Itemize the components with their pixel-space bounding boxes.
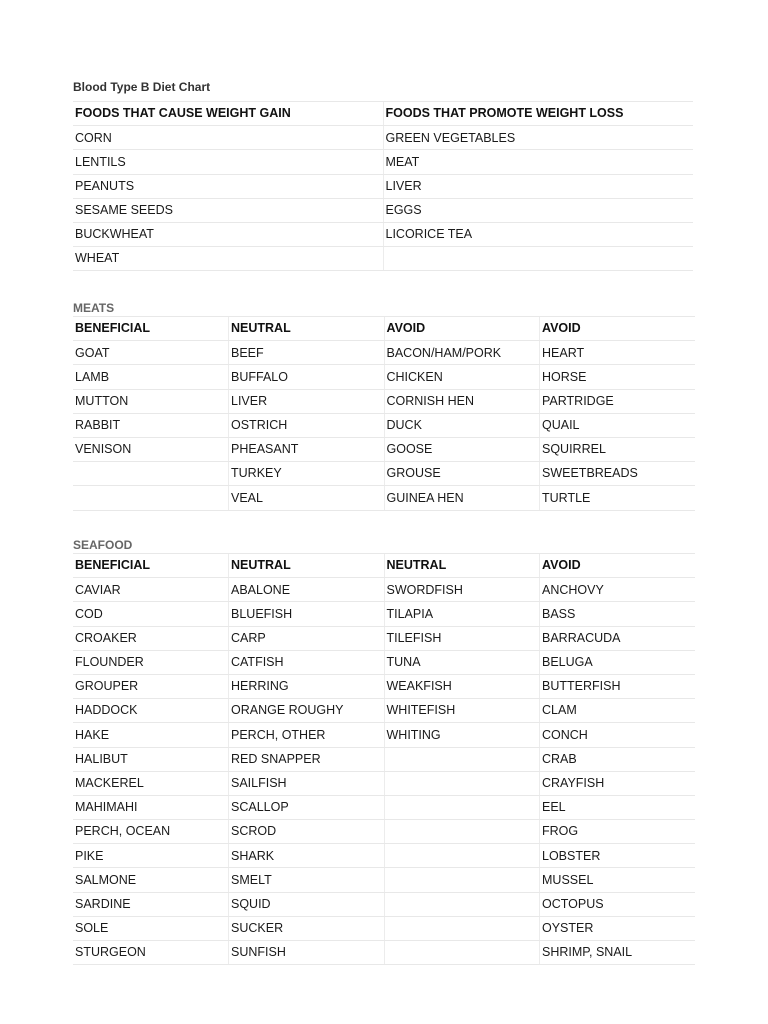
table-cell xyxy=(384,771,540,795)
table-cell: BUFFALO xyxy=(229,365,385,389)
seafood-section-title: SEAFOOD xyxy=(73,538,133,552)
table-cell: LICORICE TEA xyxy=(383,222,693,246)
table-row xyxy=(73,626,695,650)
table-cell: EGGS xyxy=(383,198,693,222)
table-row xyxy=(73,723,695,747)
column-header: NEUTRAL xyxy=(229,317,385,341)
table-cell: BASS xyxy=(540,602,696,626)
weight-foods-table xyxy=(73,101,693,271)
table-cell: BUTTERFISH xyxy=(540,674,696,698)
table-cell: MUSSEL xyxy=(540,868,696,892)
table-cell: GOAT xyxy=(73,341,229,365)
table-row xyxy=(73,126,693,150)
table-row xyxy=(73,413,695,437)
table-cell: WEAKFISH xyxy=(384,674,540,698)
table-cell: SUNFISH xyxy=(229,941,385,965)
column-header: AVOID xyxy=(384,317,540,341)
table-cell: CONCH xyxy=(540,723,696,747)
table-cell: MEAT xyxy=(383,150,693,174)
table-row xyxy=(73,868,695,892)
table-cell: MUTTON xyxy=(73,389,229,413)
table-row xyxy=(73,650,695,674)
table-cell: LENTILS xyxy=(73,150,383,174)
table-cell xyxy=(73,486,229,510)
table-cell: WHITEFISH xyxy=(384,699,540,723)
table-cell: SESAME SEEDS xyxy=(73,198,383,222)
table-cell: PHEASANT xyxy=(229,437,385,461)
table-row xyxy=(73,602,695,626)
table-cell: FROG xyxy=(540,820,696,844)
table-cell: TURTLE xyxy=(540,486,696,510)
table-cell: EEL xyxy=(540,795,696,819)
table-cell: PARTRIDGE xyxy=(540,389,696,413)
table-header-row xyxy=(73,554,695,578)
table-cell: BARRACUDA xyxy=(540,626,696,650)
table-cell: SARDINE xyxy=(73,892,229,916)
table-cell: LAMB xyxy=(73,365,229,389)
table-cell: CORN xyxy=(73,126,383,150)
table-cell: CRAYFISH xyxy=(540,771,696,795)
table-header-row xyxy=(73,102,693,126)
table-cell: CROAKER xyxy=(73,626,229,650)
column-header: NEUTRAL xyxy=(229,554,385,578)
table-header-row xyxy=(73,317,695,341)
table-cell: CLAM xyxy=(540,699,696,723)
table-cell: SQUIRREL xyxy=(540,437,696,461)
table-row xyxy=(73,150,693,174)
table-row xyxy=(73,365,695,389)
table-cell: SMELT xyxy=(229,868,385,892)
table-row xyxy=(73,341,695,365)
meats-section-title: MEATS xyxy=(73,301,115,315)
table-cell: SUCKER xyxy=(229,916,385,940)
table-cell: HORSE xyxy=(540,365,696,389)
table-cell xyxy=(384,892,540,916)
table-cell: OSTRICH xyxy=(229,413,385,437)
column-header: BENEFICIAL xyxy=(73,317,229,341)
table-cell: BACON/HAM/PORK xyxy=(384,341,540,365)
table-row xyxy=(73,771,695,795)
column-header: AVOID xyxy=(540,554,696,578)
table-cell: GOOSE xyxy=(384,437,540,461)
table-cell xyxy=(384,844,540,868)
table-cell: TILAPIA xyxy=(384,602,540,626)
table-cell: OYSTER xyxy=(540,916,696,940)
table-cell: SQUID xyxy=(229,892,385,916)
table-cell: LIVER xyxy=(229,389,385,413)
table-cell: GROUPER xyxy=(73,674,229,698)
table-cell: SCALLOP xyxy=(229,795,385,819)
table-row xyxy=(73,916,695,940)
table-cell xyxy=(384,795,540,819)
table-row xyxy=(73,486,695,510)
column-header: BENEFICIAL xyxy=(73,554,229,578)
table-row xyxy=(73,198,693,222)
table-cell: ABALONE xyxy=(229,578,385,602)
table-cell: PEANUTS xyxy=(73,174,383,198)
table-row xyxy=(73,578,695,602)
table-cell xyxy=(384,916,540,940)
table-cell: LOBSTER xyxy=(540,844,696,868)
table-cell: TUNA xyxy=(384,650,540,674)
table-row xyxy=(73,820,695,844)
table-row xyxy=(73,795,695,819)
table-cell: PERCH, OTHER xyxy=(229,723,385,747)
table-row xyxy=(73,462,695,486)
meats-table xyxy=(73,316,695,511)
table-cell: CAVIAR xyxy=(73,578,229,602)
table-cell: HERRING xyxy=(229,674,385,698)
table-cell: DUCK xyxy=(384,413,540,437)
table-row xyxy=(73,747,695,771)
table-row xyxy=(73,437,695,461)
table-cell: SCROD xyxy=(229,820,385,844)
table-cell: BLUEFISH xyxy=(229,602,385,626)
table-cell: QUAIL xyxy=(540,413,696,437)
table-cell: CATFISH xyxy=(229,650,385,674)
table-cell: LIVER xyxy=(383,174,693,198)
table-cell: OCTOPUS xyxy=(540,892,696,916)
table-cell xyxy=(384,820,540,844)
table-cell: SOLE xyxy=(73,916,229,940)
table-cell: RED SNAPPER xyxy=(229,747,385,771)
column-header: FOODS THAT PROMOTE WEIGHT LOSS xyxy=(383,102,693,126)
table-cell: SALMONE xyxy=(73,868,229,892)
table-cell: PIKE xyxy=(73,844,229,868)
column-header: NEUTRAL xyxy=(384,554,540,578)
table-cell: HALIBUT xyxy=(73,747,229,771)
table-cell: FLOUNDER xyxy=(73,650,229,674)
table-cell: BEEF xyxy=(229,341,385,365)
table-cell: GUINEA HEN xyxy=(384,486,540,510)
table-cell: SHRIMP, SNAIL xyxy=(540,941,696,965)
table-cell: HAKE xyxy=(73,723,229,747)
table-cell: RABBIT xyxy=(73,413,229,437)
table-cell: GROUSE xyxy=(384,462,540,486)
table-cell: MACKEREL xyxy=(73,771,229,795)
table-cell: VEAL xyxy=(229,486,385,510)
document-title: Blood Type B Diet Chart xyxy=(73,80,211,94)
table-cell: PERCH, OCEAN xyxy=(73,820,229,844)
table-cell: WHITING xyxy=(384,723,540,747)
table-row xyxy=(73,247,693,271)
table-cell: VENISON xyxy=(73,437,229,461)
table-cell: BELUGA xyxy=(540,650,696,674)
table-cell: SWORDFISH xyxy=(384,578,540,602)
table-cell: GREEN VEGETABLES xyxy=(383,126,693,150)
table-row xyxy=(73,222,693,246)
table-cell: COD xyxy=(73,602,229,626)
table-row xyxy=(73,674,695,698)
table-cell xyxy=(384,747,540,771)
table-cell: CARP xyxy=(229,626,385,650)
table-cell: CORNISH HEN xyxy=(384,389,540,413)
table-cell: HADDOCK xyxy=(73,699,229,723)
table-cell xyxy=(383,247,693,271)
table-cell: MAHIMAHI xyxy=(73,795,229,819)
table-cell: SHARK xyxy=(229,844,385,868)
table-cell: TILEFISH xyxy=(384,626,540,650)
table-cell: SAILFISH xyxy=(229,771,385,795)
column-header: FOODS THAT CAUSE WEIGHT GAIN xyxy=(73,102,383,126)
table-row xyxy=(73,699,695,723)
table-row xyxy=(73,844,695,868)
table-row xyxy=(73,174,693,198)
table-cell: SWEETBREADS xyxy=(540,462,696,486)
table-cell: ANCHOVY xyxy=(540,578,696,602)
table-cell: BUCKWHEAT xyxy=(73,222,383,246)
column-header: AVOID xyxy=(540,317,696,341)
table-cell xyxy=(384,868,540,892)
table-cell: CRAB xyxy=(540,747,696,771)
table-cell: HEART xyxy=(540,341,696,365)
table-cell xyxy=(73,462,229,486)
table-cell xyxy=(384,941,540,965)
seafood-table xyxy=(73,553,695,965)
table-cell: STURGEON xyxy=(73,941,229,965)
table-cell: ORANGE ROUGHY xyxy=(229,699,385,723)
table-cell: TURKEY xyxy=(229,462,385,486)
table-cell: CHICKEN xyxy=(384,365,540,389)
table-cell: WHEAT xyxy=(73,247,383,271)
table-row xyxy=(73,941,695,965)
table-row xyxy=(73,389,695,413)
table-row xyxy=(73,892,695,916)
